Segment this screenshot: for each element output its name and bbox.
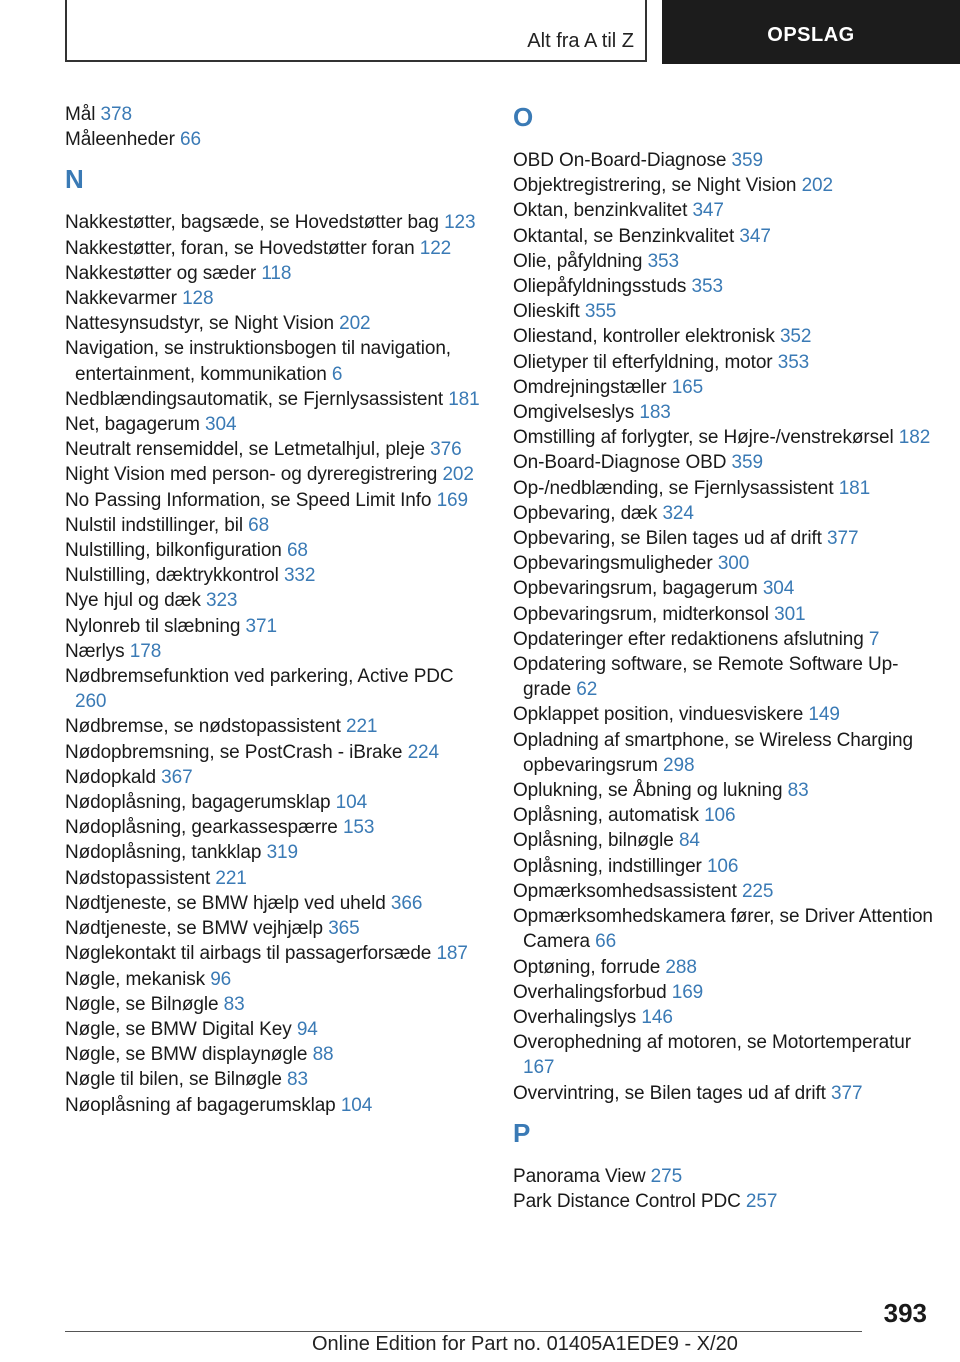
index-entry-text: Nye hjul og dæk (65, 590, 201, 612)
index-entry (65, 210, 485, 235)
index-entry (513, 324, 933, 349)
page-reference-link[interactable]: 257 (745, 1190, 778, 1212)
page-reference-link[interactable]: 300 (717, 553, 750, 575)
index-entry-text: Nøgle til bilen, se Bilnøgle (65, 1069, 282, 1091)
index-entry (513, 1005, 933, 1030)
page-reference-link[interactable]: 106 (704, 805, 736, 827)
index-entry-text: Nakkevarmer (65, 288, 177, 310)
index-entry-text: Nødopbremsning, se PostCrash - iBrake (65, 741, 403, 763)
index-entry (513, 450, 933, 475)
index-entry-text: Opmærksomhedskamera fører, se Driver Attention Camera (513, 906, 933, 953)
page-reference-link[interactable]: 323 (205, 590, 238, 612)
index-entry-text: Op-/nedblænding, se Fjernlysassistent (513, 477, 834, 499)
page-reference-link[interactable]: 62 (576, 679, 598, 701)
index-entry (65, 740, 485, 765)
index-letter-heading: P (513, 1117, 531, 1148)
index-entry (65, 992, 485, 1017)
index-entry-text: Omstilling af forlygter, se Højre-/venstrekørsel (513, 427, 894, 449)
index-letter-heading: O (513, 102, 534, 132)
page-reference-link[interactable]: 352 (779, 326, 812, 348)
index-entry-text: Opdateringer efter redaktionens afslutning (513, 628, 864, 650)
index-entry (513, 375, 933, 400)
index-entry-text: Mål (65, 104, 96, 125)
index-entry (65, 488, 485, 513)
index-entry-text: Nøglekontakt til airbags til passagerforsæde (65, 943, 432, 965)
index-entry-text: Overvintring, se Bilen tages ud af drift (513, 1082, 826, 1104)
index-entry (513, 274, 933, 299)
index-entry-text: Opbevaringsrum, bagagerum (513, 578, 758, 600)
page-reference-link[interactable]: 182 (898, 427, 931, 449)
page-reference-link[interactable]: 181 (838, 477, 871, 499)
index-entry-text: Nødopkald (65, 766, 156, 788)
edition-note: Online Edition for Part no. 01405A1EDE9 - X/20 (312, 1333, 738, 1355)
index-entry-text: Net, bagagerum (65, 414, 200, 436)
index-entry (65, 714, 485, 739)
index-entry (513, 1164, 933, 1189)
page-reference-link[interactable]: 68 (248, 514, 270, 536)
page-reference-link[interactable]: 355 (584, 301, 617, 323)
page-reference-link[interactable]: 353 (647, 250, 679, 272)
index-entry-text: Olietyper til efterfyldning, motor (513, 351, 773, 373)
page-reference-link[interactable]: 377 (831, 1082, 863, 1104)
index-entry (513, 501, 933, 526)
index-entry (513, 1030, 933, 1080)
index-entry (513, 173, 933, 198)
page-reference-link[interactable]: 366 (390, 892, 423, 914)
index-entry (513, 904, 933, 954)
page-reference-link[interactable]: 367 (161, 766, 193, 788)
page-reference-link[interactable]: 83 (787, 780, 809, 802)
page-reference-link[interactable]: 301 (774, 603, 806, 625)
page-reference-link[interactable]: 68 (286, 540, 308, 562)
index-entry (65, 311, 485, 336)
index-entry-text: Nødbremsefunktion ved parkering, Active PDC (65, 666, 454, 688)
page-reference-link[interactable]: 347 (739, 225, 771, 247)
index-entry-text: Oliepåfyldningsstuds (513, 276, 687, 298)
page-reference-link[interactable]: 88 (312, 1044, 334, 1066)
index-entry (513, 1189, 933, 1214)
index-entry (513, 879, 933, 904)
page-reference-link[interactable]: 66 (180, 129, 201, 151)
page-reference-link[interactable]: 96 (210, 968, 232, 990)
index-entry-text: Omgivelseslys (513, 402, 635, 424)
index-entry-text: Nylonreb til slæbning (65, 615, 241, 637)
index-entry-text: Nulstil indstillinger, bil (65, 514, 243, 536)
index-entry (65, 336, 485, 386)
index-entry (513, 980, 933, 1005)
page-reference-link[interactable]: 353 (691, 276, 723, 298)
page-reference-link[interactable]: 332 (283, 565, 316, 587)
index-entry (513, 148, 933, 173)
index-entry (65, 614, 485, 639)
page-reference-link[interactable]: 221 (215, 867, 247, 889)
page-reference-link[interactable]: 128 (182, 288, 214, 310)
chapter-tab-label: OPSLAG (767, 23, 855, 46)
index-entry-text: Opbevaring, dæk (513, 502, 658, 524)
index-entry-text: Nattesynsudstyr, se Night Vision (65, 313, 334, 335)
page-reference-link[interactable]: 377 (827, 528, 859, 550)
index-entry (513, 778, 933, 803)
index-entry-text: Oplukning, se Åbning og lukning (513, 780, 783, 802)
index-entry-text: Nøgle, se BMW displaynøgle (65, 1044, 308, 1066)
index-entry-text: Nødbremse, se nødstopassistent (65, 716, 341, 738)
page-reference-link[interactable]: 378 (100, 104, 132, 125)
page-reference-link[interactable]: 153 (342, 817, 375, 839)
index-entry-text: Park Distance Control PDC (513, 1190, 741, 1212)
index-entry (65, 538, 485, 563)
index-entry (65, 412, 485, 437)
index-entry-text: Oktan, benzinkvalitet (513, 200, 688, 222)
index-entry-text: Nakkestøtter, bagsæde, se Hovedstøtter bag (65, 212, 439, 234)
index-entry-text: Nødoplåsning, bagagerumsklap (65, 792, 331, 814)
page-reference-link[interactable]: 169 (671, 981, 704, 1003)
page-reference-link[interactable]: 304 (762, 578, 795, 600)
index-entry-text: Måleenheder (65, 129, 175, 151)
index-entry-text: Nødoplåsning, tankklap (65, 842, 262, 864)
index-entry (65, 916, 485, 941)
page-reference-link[interactable]: 202 (339, 313, 371, 335)
page-reference-link[interactable]: 202 (442, 464, 474, 486)
index-entry-text: Nødtjeneste, se BMW hjælp ved uheld (65, 892, 386, 914)
index-entry-text: Overophedning af motoren, se Motortemperatur (513, 1032, 911, 1054)
index-entry (65, 387, 485, 412)
page-reference-link[interactable]: 187 (436, 943, 468, 965)
index-entry-text: Olieskift (513, 301, 580, 323)
index-entry-text: Optøning, forrude (513, 956, 661, 978)
page-reference-link[interactable]: 319 (266, 842, 298, 864)
page-reference-link[interactable]: 288 (665, 956, 697, 978)
index-entry (513, 476, 933, 501)
index-entry (65, 866, 485, 891)
index-entry (513, 602, 933, 627)
index-entry (65, 790, 485, 815)
index-entry-text: Nøgle, mekanisk (65, 968, 205, 990)
page-reference-link[interactable]: 178 (129, 640, 162, 662)
index-entry (513, 350, 933, 375)
page-reference-link[interactable]: 118 (261, 262, 292, 284)
index-entry (65, 588, 485, 613)
chapter-tab[interactable] (662, 0, 960, 64)
page-reference-link[interactable]: 7 (868, 628, 880, 650)
index-entry-text: Nødstopassistent (65, 867, 211, 889)
index-entry-text: Opmærksomhedsassistent (513, 880, 737, 902)
index-entry-text: Olie, påfyldning (513, 250, 643, 272)
index-entry-text: Nødtjeneste, se BMW vejhjælp (65, 918, 324, 940)
index-entry-text: No Passing Information, se Speed Limit Info (65, 489, 432, 511)
index-entry-text: Nakkestøtter og sæder (65, 262, 257, 284)
index-entry-text: Nulstilling, bilkonfiguration (65, 540, 282, 562)
index-entry-text: Opklappet position, vinduesviskere (513, 704, 804, 726)
page-reference-link[interactable]: 149 (808, 704, 840, 726)
index-entry-text: Omdrejningstæller (513, 376, 667, 398)
index-entry-text: Nakkestøtter, foran, se Hovedstøtter foran (65, 237, 415, 259)
index-entry (513, 576, 933, 601)
page-reference-link[interactable]: 169 (436, 489, 468, 511)
page-reference-link[interactable]: 275 (650, 1165, 683, 1187)
page-reference-link[interactable]: 94 (296, 1018, 318, 1040)
index-entry (65, 286, 485, 311)
page-reference-link[interactable]: 122 (419, 237, 452, 259)
index-letter-heading: N (65, 164, 84, 195)
index-entry (513, 828, 933, 853)
index-entry (65, 840, 485, 865)
page-reference-link[interactable]: 6 (331, 363, 343, 385)
index-entry-text: Nærlys (65, 640, 125, 662)
page-reference-link[interactable]: 298 (663, 754, 695, 776)
page-reference-link[interactable]: 83 (287, 1069, 308, 1091)
index-entry (65, 462, 485, 487)
index-entry (65, 967, 485, 992)
index-entry (65, 1017, 485, 1042)
index-entry (513, 224, 933, 249)
index-entry-text: Nedblændingsautomatik, se Fjernlysassistent (65, 388, 443, 410)
index-entry (65, 513, 485, 538)
index-entry (65, 639, 485, 664)
page-reference-link[interactable]: 304 (205, 414, 237, 436)
index-entry-text: Overhalingslys (513, 1006, 637, 1028)
index-entry (513, 425, 933, 450)
index-entry (65, 765, 485, 790)
index-column-left (65, 102, 485, 1118)
index-entry (65, 1042, 485, 1067)
footer-divider (65, 1331, 862, 1332)
index-entry-text: Nulstilling, dæktrykkontrol (65, 565, 279, 587)
index-entry-text: Oliestand, kontroller elektronisk (513, 326, 775, 348)
index-entry-text: Opladning af smartphone, se Wireless Charging opbevaringsrum (513, 729, 913, 776)
page-reference-link[interactable]: 347 (692, 200, 724, 222)
page-reference-link[interactable]: 84 (678, 830, 700, 852)
page-reference-link[interactable]: 224 (407, 741, 439, 763)
index-entry (513, 652, 933, 702)
index-entry-text: Nøgle, se Bilnøgle (65, 993, 219, 1015)
index-entry (65, 1093, 485, 1118)
index-entry (65, 127, 485, 152)
page-reference-link[interactable]: 104 (335, 792, 368, 814)
index-entry (513, 400, 933, 425)
index-entry-text: Night Vision med person- og dyreregistrering (65, 464, 438, 486)
index-entry-text: Neutralt rensemiddel, se Letmetalhjul, pleje (65, 439, 425, 461)
index-entry-text: Opbevaring, se Bilen tages ud af drift (513, 528, 822, 550)
index-entry-text: Objektregistrering, se Night Vision (513, 175, 797, 197)
index-entry (513, 955, 933, 980)
index-entry (513, 728, 933, 778)
section-title: Alt fra A til Z (527, 30, 634, 52)
page-reference-link[interactable]: 225 (741, 880, 774, 902)
index-entry (65, 1067, 485, 1092)
index-entry-text: On-Board-Diagnose OBD (513, 452, 727, 474)
page-reference-link[interactable]: 371 (245, 615, 277, 637)
page-reference-link[interactable]: 83 (223, 993, 245, 1015)
index-entry (65, 664, 485, 714)
page-reference-link[interactable]: 353 (777, 351, 810, 373)
index-entry-text: Nøgle, se BMW Digital Key (65, 1018, 292, 1040)
index-entry-text: Oplåsning, bilnøgle (513, 830, 674, 852)
page-reference-link[interactable]: 183 (639, 402, 671, 424)
index-entry-text: Nødoplåsning, gearkassespærre (65, 817, 338, 839)
page-reference-link[interactable]: 221 (345, 716, 378, 738)
page-reference-link[interactable]: 104 (340, 1094, 373, 1116)
index-entry-text: Nøoplåsning af bagagerumsklap (65, 1094, 336, 1116)
index-entry-text: Opbevaringsmuligheder (513, 553, 713, 575)
page-reference-link[interactable]: 165 (671, 376, 704, 398)
page-reference-link[interactable]: 167 (523, 1057, 555, 1079)
page-number: 393 (883, 1298, 927, 1328)
index-entry (513, 702, 933, 727)
index-entry (513, 526, 933, 551)
index-entry (513, 1081, 933, 1106)
page-reference-link[interactable]: 123 (444, 212, 476, 234)
index-column-right (513, 102, 933, 1214)
index-entry-text: Panorama View (513, 1165, 646, 1187)
index-entry-text: Oplåsning, indstillinger (513, 855, 702, 877)
page-reference-link[interactable]: 376 (430, 439, 462, 461)
index-entry (513, 198, 933, 223)
index-entry-text: Oplåsning, automatisk (513, 805, 699, 827)
index-entry-text: Opdatering software, se Remote Software Upgrade (513, 654, 899, 701)
index-entry (65, 236, 485, 261)
page-reference-link[interactable]: 324 (662, 502, 694, 524)
index-entry-text: Overhalingsforbud (513, 981, 667, 1003)
index-entry-text: Oktantal, se Benzinkvalitet (513, 225, 735, 247)
index-entry-text: Opbevaringsrum, midterkonsol (513, 603, 769, 625)
page-reference-link[interactable]: 359 (731, 452, 763, 474)
index-entry-text: OBD On-Board-Diagnose (513, 150, 727, 171)
index-entry (513, 299, 933, 324)
index-entry-text: Navigation, se instruktionsbogen til navigation, entertainment, kommunikation (65, 338, 451, 385)
index-entry (513, 854, 933, 879)
index-entry (65, 941, 485, 966)
page-reference-link[interactable]: 181 (448, 388, 480, 410)
page-reference-link[interactable]: 365 (328, 918, 360, 940)
index-entry (513, 249, 933, 274)
page-reference-link[interactable]: 202 (801, 175, 833, 197)
page-reference-link[interactable]: 359 (731, 150, 763, 171)
index-entry (65, 815, 485, 840)
index-entry (65, 102, 485, 127)
page-reference-link[interactable]: 260 (75, 691, 107, 713)
index-entry (513, 627, 933, 652)
index-entry (513, 803, 933, 828)
index-entry (65, 437, 485, 462)
page-reference-link[interactable]: 66 (595, 931, 617, 953)
index-entry (513, 551, 933, 576)
page-reference-link[interactable]: 146 (641, 1006, 673, 1028)
index-entry (65, 563, 485, 588)
index-entry (65, 261, 485, 286)
page-reference-link[interactable]: 106 (706, 855, 739, 877)
index-entry (65, 891, 485, 916)
